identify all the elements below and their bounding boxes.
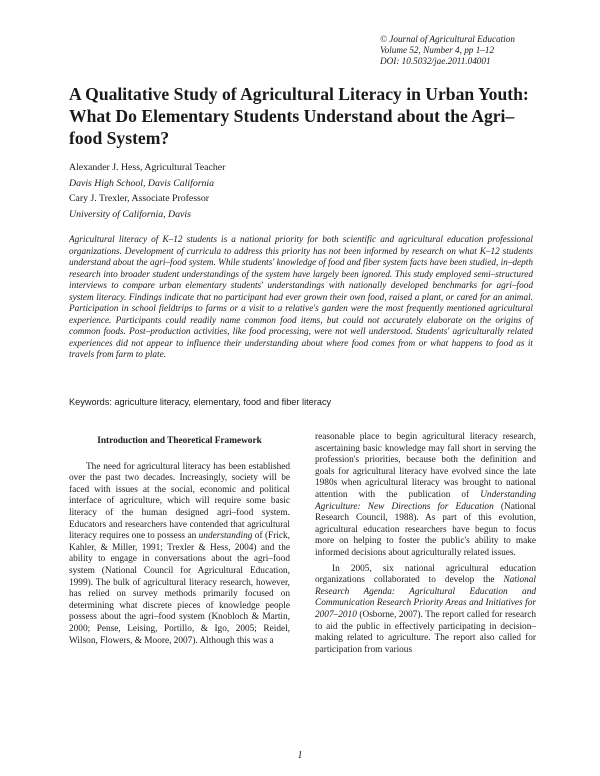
text-run: In 2005, six national agricultural education organizations collaborated to develop the — [315, 563, 536, 586]
journal-name: © Journal of Agricultural Education — [380, 34, 515, 44]
author-name-2: Cary J. Trexler, Associate Professor — [69, 193, 210, 205]
emphasis-text: understanding — [198, 531, 253, 542]
text-run: (National Research Council, 1988). As part of this evolution, agricultural education researchers have begun to focus more on helping to foster the public's ability to make informed decisions about agriculturally related issues. — [315, 501, 536, 558]
body-paragraph — [69, 462, 290, 648]
body-column-right — [315, 432, 536, 656]
text-run: The need for agricultural literacy has been established over the past two decades. Increasingly, society will be faced with issues at the social, economic and political interface of agriculture, which will require some basic literacy of the human designed agri–food system. Educators and researchers have contended that agricultural literacy requires one to possess an — [69, 461, 290, 542]
author-affiliation-2: University of California, Davis — [69, 208, 191, 220]
journal-volume: Volume 52, Number 4, pp 1–12 — [380, 45, 495, 55]
section-heading: Introduction and Theoretical Framework — [97, 436, 262, 446]
text-run: of (Frick, Kahler, & Miller, 1991; Trexler & Hess, 2004) and the ability to engage in conversations about the agri–food system (National Council for Agricultural Education, 1999). The bulk of agricultural literacy research, however, has relied on survey methods primarily focused on determining what discrete pieces of knowledge people possess about the agri–food system (Knobloch & Martin, 2000; Pense, Leising, Portillo, & Igo, 2005; Reidel, Wilson, Flowers, & Moore, 2007). Although this was a — [69, 531, 290, 646]
journal-doi: DOI: 10.5032/jae.2011.04001 — [380, 56, 491, 66]
emphasis-text: National Research Agenda: Agricultural Education and Communication Research Priority Areas and Initiatives for 2007–2010 — [315, 575, 536, 620]
paper-title: A Qualitative Study of Agricultural Literacy in Urban Youth: What Do Elementary Students Understand about the Agri–food System? — [69, 84, 529, 148]
author-name-1: Alexander J. Hess, Agricultural Teacher — [69, 162, 226, 173]
body-column-left — [69, 436, 290, 647]
body-paragraph — [315, 564, 536, 657]
author-affiliation-1: Davis High School, Davis California — [69, 177, 215, 189]
page-number: 1 — [297, 750, 303, 761]
text-run: (Osborne, 2007). The report called for research to aid the public in effectively participating in decision–making related to agriculture. The report also called for participation from various — [315, 609, 536, 655]
body-paragraph — [315, 432, 536, 560]
text-run: reasonable place to begin agricultural literacy research, ascertaining basic knowledge may fall short in serving the profession's priorities, because both the definition and goals for agricultural literacy have evolved since the late 1980s when agricultural literacy was brought to national attention with the publication of — [315, 432, 536, 500]
keywords: Keywords: agriculture literacy, elementary, food and fiber literacy — [69, 397, 332, 407]
journal-masthead — [380, 34, 580, 67]
author-block — [69, 160, 539, 222]
emphasis-text: Understanding Agriculture: New Directions for Education — [315, 489, 536, 512]
abstract: Agricultural literacy of K–12 students is a national priority for both scientific and agricultural education professional organizations. Development of curricula to address this priority has not been informed by research on what K–12 students understand about the agri–food system. While students' knowledge of food and fiber system facts have been studied, in–depth research into broader student understandings of the system have largely been ignored. This study employed semi–structured interviews to compare urban elementary students' understandings with nationally developed benchmarks for agri–food system literacy. Findings indicate that no participant had ever grown their own food, raised a plant, or cared for an animal. Participation in school fieldtrips to farms or a visit to a relative's garden were the most frequently mentioned agricultural experience. Participants could readily name common food items, but could not accurately elaborate on the origins of common foods. Post–production activities, like food processing, were not well understood. Students' agriculturally related experiences did not appear to influence their understanding about where food comes from or what happens to food as it travels from farm to plate. — [69, 235, 533, 361]
